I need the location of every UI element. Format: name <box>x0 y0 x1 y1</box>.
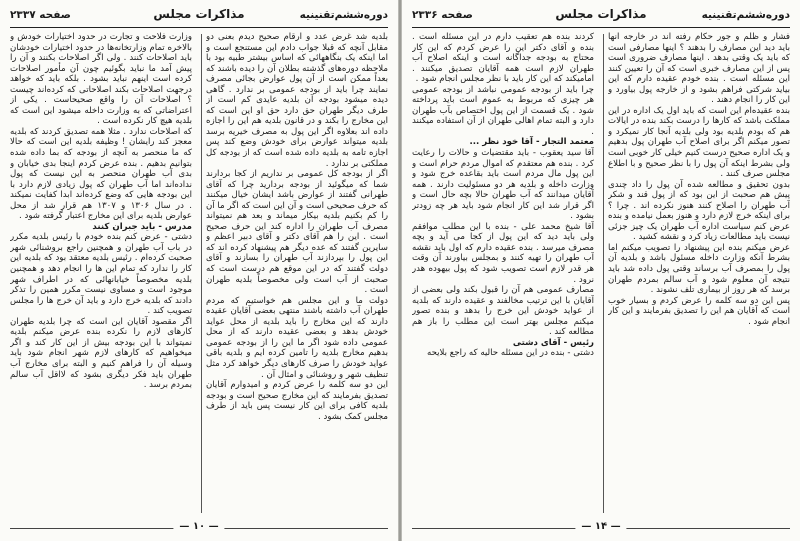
speaker-line: رئیس - آقای دشتی <box>512 337 594 348</box>
left-page-columns <box>10 32 388 515</box>
paragraph: که اصلاحات ندارد . مثلا همه تصدیق کردند که بلدیه معجز کند رایشان ! وظیفه بلدیه این است که حالا که ما منحصر به آنچه از بودجه که بما داده شده بتوانیم بدهیم . بنده عرض کردم اینجا بدی خیابان و بدی آب طهران منحصر به این نیست که پول نداده‌اند اما آب طهران که پول زیادی لازم دارد با این بودجه هایی که وضع کرده‌اند ابدا کفایت نمیکند . در سال ۱۳۰۶ و ۱۳۰۷ هم قرار شد از محل عوارض بلدیه برای این مخارج اعتبار گرفته شود . <box>10 126 192 222</box>
right-column <box>206 32 388 515</box>
page-number-label: صفحه ۲۳۳۷ <box>10 9 71 21</box>
right-page-columns <box>412 32 790 515</box>
paragraph: پس این دو سه کلمه را عرض کردم و بسیار خوب است که آقایان هم این را تصدیق بفرمایند و این کار انجام شود . <box>608 295 790 327</box>
page-title: مذاکرات مجلس <box>153 7 245 21</box>
paragraph: اگر مقصود آقایان این است که چرا بلدیه طهران کارهای لازم را نکرده بنده عرض میکنم بلدیه نمیتواند با این بودجه بیش از این کار کند و اگر میخواهیم که کارهای لازم شهر انجام شود باید وسیله آن را فراهم کنیم و البته برای مخارج آب طهران باید فکر دیگری بشود که لااقل آب سالم بمردم برسد . <box>10 316 192 391</box>
right-column <box>608 32 790 515</box>
speaker-line: مدرس - باید جبران کنند <box>92 221 192 232</box>
page-number-label: صفحه ۲۳۳۶ <box>412 9 473 21</box>
paragraph: دشتی - عرض کنم بنده خودم با رئیس بلدیه مکرر در باب آب طهران و همچنین راجع بروشنائی شهر صحبت کرده‌ام . رئیس بلدیه معتقد بود که بلدیه این کار را ندارد که تمام این ها را انجام دهد و همچنین بلدیه مخصوصاً خیابانهائی که در اطراف شهر موجود است و مساوی نیست مکرر همین را تذکر دادند که بلدیه خرج دارد و باید آن خرج ها را مجلس تصویب کند . <box>10 232 192 317</box>
paragraph: عرض میکنم بنده این پیشنهاد را تصویب میکنم اما بشرط آنکه وزارت داخله مسئول باشد و بلدیه آن پول را بمصرف آب برساند وقتی پول داده شد باید نتیجه آن معلوم شود و آب سالم بمردم طهران برسد که هر روز از بیماری تلف نشوند . <box>608 242 790 296</box>
paragraph: بدون تحقیق و مطالعه شده آن پول را داد چندی پیش هم صحبت از این بود که از پول قند و شکر آب طهران را اصلاح کنند هنوز نکرده اند . چرا ؟ برای اینکه خرج لازم دارد و هنوز بعمل نیامده و بنده عرض کنم سیاست اداره آب طهران یک چیز جزئی نیست باید مطالعات زیاد کرد و نقشه کشید . <box>608 179 790 243</box>
left-page-header <box>10 8 388 26</box>
header-rule <box>412 27 790 28</box>
journal-name: دوره‌ششم‌تقنینیه <box>299 9 388 21</box>
paragraph: فشار و ظلم و جور حکام رفته اند در خارجه آنها باید دید این مصارف را بدهند ؟ اینها مصارفی است که باید یک وقتی بدهد . اینها مصارف ضروری است پس از این مصارف خبری است که آن را تعیین کنند این مسئله است . بنده خودم عقیده دارم که این بیاید شرکتی فراهم بشود و از خارجه پول بیاورد و این کار را انجام دهند . <box>608 32 790 106</box>
column-divider <box>603 34 604 513</box>
left-page-footer <box>10 521 388 535</box>
paragraph: اگر از بودجه کل عمومی بر نداریم از کجا بردارند شما که میگوئید از بودجه بردارید چرا که آقای طهرانی گفتند از عوارض باشد ایشان خیال میکنند که حرف صحیحی است و آن این است که اگر ما آن را کم بکنیم بلدیه بیکار میماند و بعد هم نمیتواند مصرف آب طهران را اداره کند این حرف صحیح است . این را هم آقای دکتر و آقای دبیر اعظم و سایرین گفتند که عده دیگر هم پیشنهاد کرده اند که این پول را بپردازند آب طهران را بسازند و آقای دولت گفتند که در این موقع هم درست است که صحبت از آب است ولی مخصوصاً بلدیه طهران است . <box>206 169 388 296</box>
right-page-footer <box>412 521 790 535</box>
paragraph: بلدیه شد غرض عدد و ارقام صحیح دیدم بعنی دو مقابل آنچه که قبلا جواب دادم این مستنجع است و اما اینکه یک بنگاههائی که اساس بیشتر طبیه بود با ملاحظه دوره‌های گذشته بطلان آن را دیده باشند که بعداً ممکن است از آن پول عوارض بجائی مصرف نمایند چرا باید از بودجه عمومی بر ندارد . گاهی دیده میشود بودجه آن بلدیه عایدی کم است از طرف دیگر طهران حق دارد حق او این است که این مخارج را بکند و در قانون بلدیه هم این را اجازه داده اند بعلاوه اگر این پول به مصرف خیریه برسد بلدیه میتواند عوارض برای خودش وضع کند پس اجازه تامه به بلدیه داده شده است که از بودجه کل مملکتی بر ندارد . <box>206 32 388 169</box>
column-divider <box>201 34 202 513</box>
right-page <box>402 0 800 541</box>
paragraph: دشتی - بنده در این مسئله حالیه که راجع بلایحه <box>426 348 594 359</box>
paragraph: آقا سید یعقوب - باید مقتضیات و حالات را رعایت کرد . بنده هم معتقدم که اموال مردم حرام است و این پول مال مردم است باید بقاعده خرج شود و وزارت داخله و بلدیه هر دو مسئولیت دارند . همه آقایان میدانند که آب طهران حالا بچه حال است و اگر قرار شد این کار انجام شود باید هر چه زودتر بشود . <box>412 148 594 222</box>
header-rule <box>10 27 388 28</box>
paragraph: بنده عقیده‌ام این است که باید اول یک اداره در این مملکت باشد که کارها را درست بکند بنده در ایالات هم که بودم بلدیه بود ولی بلدیه آنجا کار نمیکرد و تصور میکنم اگر برای اصلاح آب طهران پول بدهیم و یک اداره صحیح درست کنیم خیلی کار خوبی است ولی بشرط اینکه آن پول را با نظر صحیح و با اطلاع مجلس صرف کنند . <box>608 105 790 180</box>
paragraph: کردند بنده هم تعقیب دارم در این مسئله است . بنده و آقای دکتر این را عرض کردم که این کار محتاج به بودجه جداگانه است و اینکه اصلاح آب طهران لازم است همه آقایان تصدیق میکنند . امامیکند که این کار باید با نظر مجلس انجام شود . <box>412 32 594 85</box>
speaker-line: معتمد التجار - آقا خود نظر ... <box>469 137 594 148</box>
paragraph: چرا باید از بودجه عمومی نباشد از بودجه عمومی هر چیزی که مربوط به عموم است باید پرداخته شود . یک قسمت از این پول اختصاص بآب طهران دارد و البته تمام اهالی طهران از آن استفاده میکنند . <box>412 84 594 137</box>
footer-page-number: — ۱۴ — <box>575 521 626 532</box>
right-page-header <box>412 8 790 26</box>
page-title: مذاکرات مجلس <box>555 7 647 21</box>
paragraph: این دو سه کلمه را عرض کردم و امیدوارم آقایان تصدیق بفرمایند که این مخارج صحیح است و بودجه بلدیه کافی برای این کار نیست پس باید از طرف مجلس کمک بشود . <box>206 380 388 422</box>
left-column <box>10 32 192 515</box>
left-column <box>412 32 594 515</box>
left-page <box>0 0 398 541</box>
paragraph: مصارف عمومی هم آن را قبول بکند ولی بعضی از آقایان با این ترتیب مخالفند و عقیده دارند که بلدیه از عواید خودش این خرج را بدهد و بنده تصور میکنم مجلس بهتر است این مطلب را باز هم مطالعه کند . <box>412 285 594 338</box>
journal-name: دوره‌ششم‌تقنینیه <box>701 9 790 21</box>
paragraph: دولت ما و این مجلس هم خواستیم که مردم طهران آب داشته باشند منتهی بعضی آقایان عقیده دارند که این مخارج را باید بلدیه از محل عواید خودش بدهد و بعضی عقیده دارند که از محل عمومی داده شود اگر ما این را از بودجه عمومی بدهیم مخارج بلدیه را تامین کرده ایم و بلدیه باقی عواید خودش را صرف کارهای دیگر خواهد کرد مثل تنظیف شهر و روشنائی و امثال آن . <box>206 295 388 380</box>
paragraph: وزارت فلاحت و تجارت در حدود اختیارات خودش و بالاخره تمام وزارتخانه‌ها در حدود اختیارات خودشان باید اصلاحات کنند . ولی اگر اصلاحات بکنند و آن را پیش آمد ما نباید بگوئیم چون آن مأمور اصلاحات کرده است اینهم نباید بشود . بلکه باید که خواهد درجهت اصلاحات بکند اصلاحاتی که کرده‌اند چیست ؟ اصلاحات آن را واقع صحیحاست . یکی از اعتراضاتی که به وزارت داخله میشود این است که بلدیه هیچ کار نکرده است . <box>10 32 192 127</box>
paragraph: آقا شیخ محمد علی - بنده با این مطلب موافقم ولی باید دید که این پول از کجا می آید و بچه مصرف میرسد . بنده عقیده دارم که اول باید نقشه آب طهران را تهیه کنند و بمجلس بیاورند آن وقت هر قدر لازم است تصویب شود که پول بیهوده هدر نرود . <box>412 221 594 285</box>
footer-page-number: — ۱۰ — <box>173 521 224 532</box>
